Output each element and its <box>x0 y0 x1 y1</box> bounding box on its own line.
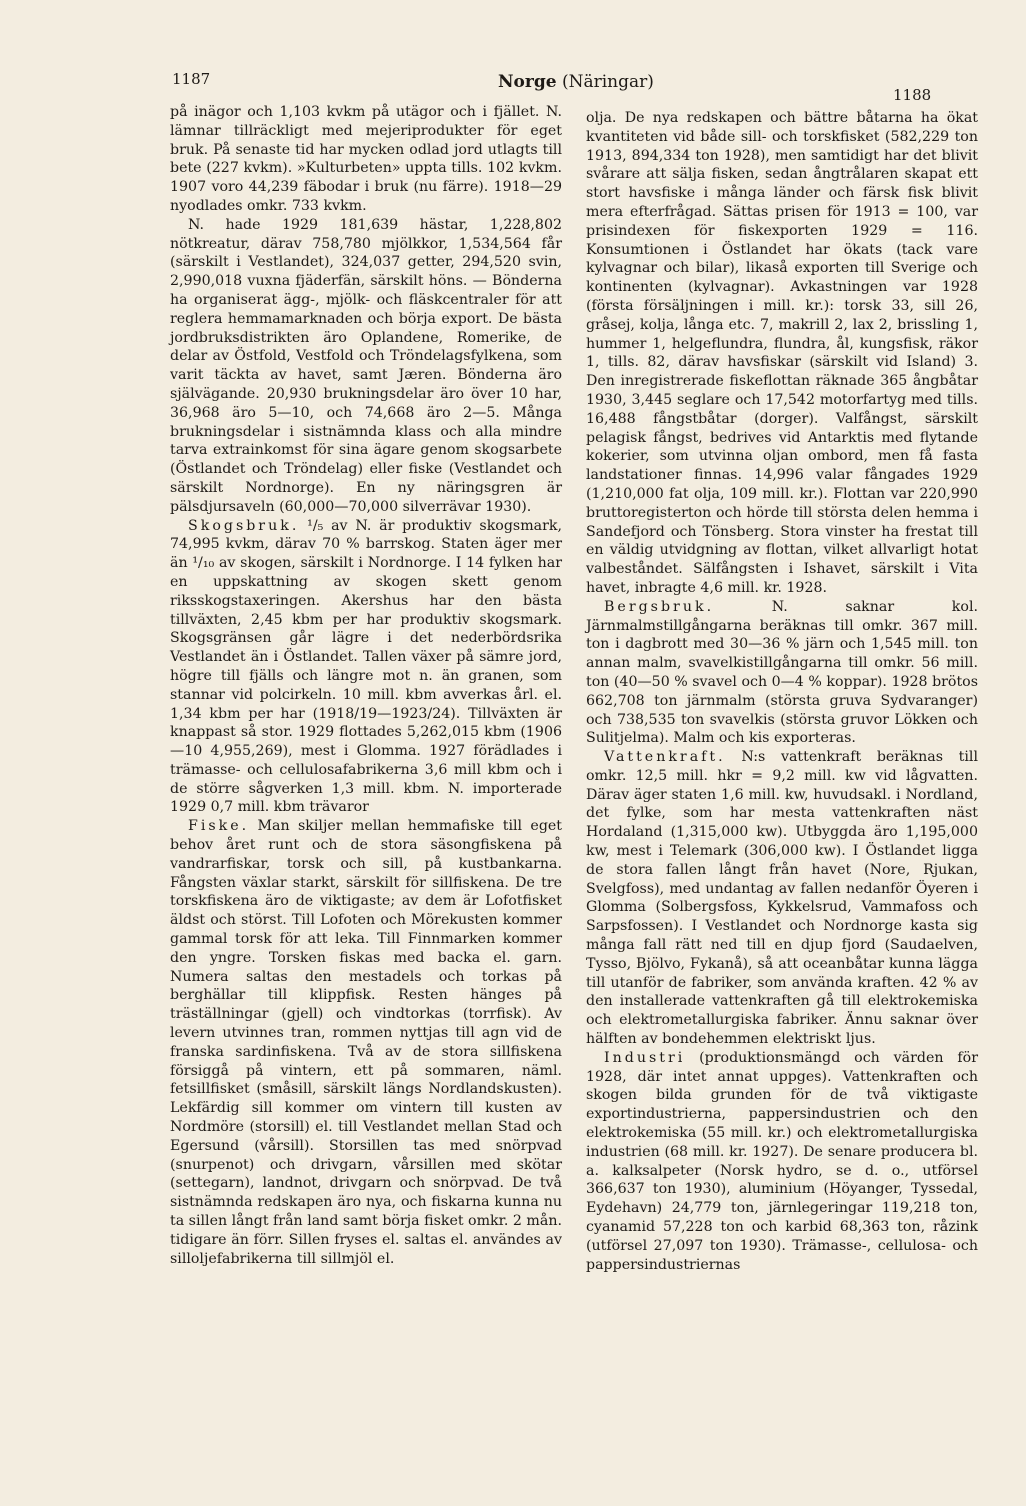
paragraph: Industri (produktionsmängd och värden för 1928, där intet annat uppges). Vattenkraften och skogen bilda grunden för de två viktigaste exportindustrierna, pappersindustrien och den elektrokemiska (55 mill. kr.) och elektrometallurgiska industrien (68 mill. kr. 1927). De senare producera bl. a. kalksalpeter (Norsk hydro, se d. o., utförsel 366,637 ton 1930), aluminium (Höyanger, Tyssedal, Eydehavn) 24,779 ton, järnlegeringar 119,218 ton, cyanamid 57,228 ton och karbid 68,363 ton, råzink (utförsel 27,097 ton 1930). Trämasse-, cellulosa- och pappersindustriernas <box>586 1049 978 1273</box>
section-lead: Fiske. <box>188 818 250 835</box>
section-lead: Bergsbruk. <box>604 598 715 615</box>
section-lead: Industri <box>604 1049 686 1066</box>
header-subtitle: (Näringar) <box>561 72 654 92</box>
page-number-right: 1188 <box>893 86 932 104</box>
paragraph: Bergsbruk. N. saknar kol. Järnmalmstillgångarna beräknas till omkr. 367 mill. ton i dagbrott med 30—36 % järn och 1,545 mill. ton annan malm, svavelkistillgångarna till omkr. 56 mill. ton (40—50 % svavel och 0—4 % koppar). 1928 brötos 662,708 ton järnmalm (största gruva Sydvaranger) och 738,535 ton svavelkis (största gruvor Lökken och Sulitjelma). Malm och kis exporteras. <box>586 598 978 747</box>
section-lead: Skogsbruk. <box>188 517 300 534</box>
header-title: Norge <box>498 72 557 92</box>
running-header <box>498 72 654 92</box>
page-number-left: 1187 <box>172 70 211 88</box>
paragraph: Skogsbruk. ¹/₅ av N. är produktiv skogsmark, 74,995 kvkm, därav 70 % barrskog. Staten äger mer än ¹/₁₀ av skogen, särskilt i Nordnorge. I 14 fylken har en uppskattning av skogen skett genom riksskogstaxeringen. Akershus har den bästa tillväxten, 2,45 kbm per har produktiv skogsmark. Skogsgränsen går lägre i det nederbördsrika Vestlandet än i Östlandet. Tallen växer på sämre jord, högre till fjälls och längre mot n. än granen, som stannar vid polcirkeln. 10 mill. kbm avverkas årl. el. 1,34 kbm per har (1918/19—1923/24). Tillväxten är knappast så stor. 1929 flottades 5,262,015 kbm (1906—10 4,955,269), mest i Glomma. 1927 förädlades i trämasse- och cellulosafabrikerna 3,6 mill kbm och i de större sågverken 1,3 mill. kbm. N. importerade 1929 0,7 mill. kbm trävaror <box>170 517 562 816</box>
right-column <box>586 109 978 1274</box>
section-lead: Vattenkraft. <box>604 749 726 766</box>
paragraph: på inägor och 1,103 kvkm på utägor och i fjället. N. lämnar tillräckligt med mejeriprodukter för eget bruk. På senaste tid har mycken odlad jord utlagts till bete (227 kvkm). »Kulturbeten» uppta tills. 102 kvkm. 1907 voro 44,239 fäbodar i bruk (nu färre). 1918—29 nyodlades omkr. 733 kvkm. <box>170 104 562 214</box>
paragraph: olja. De nya redskapen och bättre båtarna ha ökat kvantiteten vid både sill- och torskfisket (582,229 ton 1913, 894,334 ton 1928), men samtidigt har det blivit svårare att sälja fisken, sedan ångtrålaren skapat ett stort havsfiske i många länder och färsk fisk blivit mera efterfrågad. Sättas prisen för 1913 = 100, var prisindexen för fiskexporten 1929 = 116. Konsumtionen i Östlandet har ökats (tack vare kylvagnar och bilar), likaså exporten till Sverige och kontinenten (kylvagnar). Avkastningen var 1928 (första försäljningen i mill. kr.): torsk 33, sill 26, gråsej, kolja, långa etc. 7, makrill 2, lax 2, brissling 1, hummer 1, helgeflundra, flundra, ål, kungsfisk, räkor 1, tills. 82, därav havsfiskar (särskilt vid Island) 3. Den inregistrerade fiskeflottan räknade 365 ångbåtar 1930, 3,445 seglare och 17,542 motorfartyg med tills. 16,488 fångstbåtar (dorger). Valfångst, särskilt pelagisk fångst, bedrives vid Antarktis med flytande kokerier, som utvinna oljan ombord, men få fasta landstationer finnas. 14,996 valar fångades 1929 (1,210,000 fat olja, 109 mill. kr.). Flottan var 220,990 bruttoregisterton och hörde till största delen hemma i Sandefjord och Tönsberg. Stora vinster ha frestat till en väldig utvidgning av flottan, vilket allvarligt hotat valbeståndet. Sälfångsten i Ishavet, särskilt i Vita havet, inbragte 4,6 mill. kr. 1928. <box>586 110 978 596</box>
paragraph: Vattenkraft. N:s vattenkraft beräknas till omkr. 12,5 mill. hkr = 9,2 mill. kw vid lågvatten. Därav äger staten 1,6 mill. kw, huvudsakl. i Nordland, det fylke, som har mesta vattenkraften näst Hordaland (1,315,000 kw). Utbyggda äro 1,195,000 kw, mest i Telemark (306,000 kw). I Östlandet ligga de stora fallen långt från havet (Nore, Rjukan, Svelgfoss), med undantag av fallen nedanför Öyeren i Glomma (Solbergsfoss, Kykkelsrud, Vammafoss och Sarpsfossen). I Vestlandet och Nordnorge kasta sig många fall rätt ned till en djup fjord (Saudaelven, Tysso, Bjölvo, Fykanå), så att oceanbåtar kunna lägga till utanför de fabriker, som använda kraften. 42 % av den installerade vattenkraften gå till elektrokemiska och elektrometallurgiska fabriker. Ännu saknar över hälften av bondehemmen elektriskt ljus. <box>586 749 978 1048</box>
left-column <box>170 103 562 1268</box>
paragraph: Fiske. Man skiljer mellan hemmafiske till eget behov året runt och de stora säsongfiskena på vandrarfiskar, torsk och sill, på kustbankarna. Fångsten växlar starkt, särskilt för sillfiskena. De tre torskfiskena äro de viktigaste; av dem är Lofotfisket äldst och störst. Till Lofoten och Mörekusten kommer gammal torsk för att leka. Till Finnmarken kommer den yngre. Torsken fiskas med backa el. garn. Numera saltas den mestadels och torkas på berghällar till klippfisk. Resten hänges på träställningar (gjell) och vindtorkas (torrfisk). Av levern utvinnes tran, rommen nyttjas till agn vid de franska sardinfiskena. Två av de stora sillfiskena försiggå på vintern, ett på sommaren, näml. fetsillfisket (småsill, särskilt längs Nordlandskusten). Lekfärdig sill kommer om vintern till kusten av Nordmöre (storsill) el. till Vestlandet mellan Stad och Egersund (vårsill). Storsillen tas med snörpvad (snurpenot) och drivgarn, vårsillen med skötar (settegarn), landnot, drivgarn och snörpvad. De två sistnämnda redskapen äro nya, och fiskarna kunna nu ta sillen långt från land samt börja fisket omkr. 2 mån. tidigare än förr. Sillen fryses el. saltas el. användes av silloljefabrikerna till sillmjöl el. <box>170 818 562 1267</box>
paragraph: N. hade 1929 181,639 hästar, 1,228,802 nötkreatur, därav 758,780 mjölkkor, 1,534,564 får (särskilt i Vestlandet), 324,037 getter, 294,520 svin, 2,990,018 vuxna fjäderfän, särskilt höns. — Bönderna ha organiserat ägg-, mjölk- och fläskcentraler för att reglera hemmamarknaden och börja export. De bästa jordbruksdistrikten äro Oplandene, Romerike, de delar av Östfold, Vestfold och Tröndelagsfylkena, som varit täckta av havet, samt Jæren. Bönderna äro självägande. 20,930 brukningsdelar äro över 10 har, 36,968 äro 5—10, och 74,668 äro 2—5. Många brukningsdelar i sistnämnda klass och alla mindre tarva extrainkomst för sina ägare genom skogsarbete (Östlandet och Tröndelag) eller fiske (Vestlandet och särskilt Nordnorge). En ny näringsgren är pälsdjursaveln (60,000—70,000 silverrävar 1930). <box>170 216 562 515</box>
